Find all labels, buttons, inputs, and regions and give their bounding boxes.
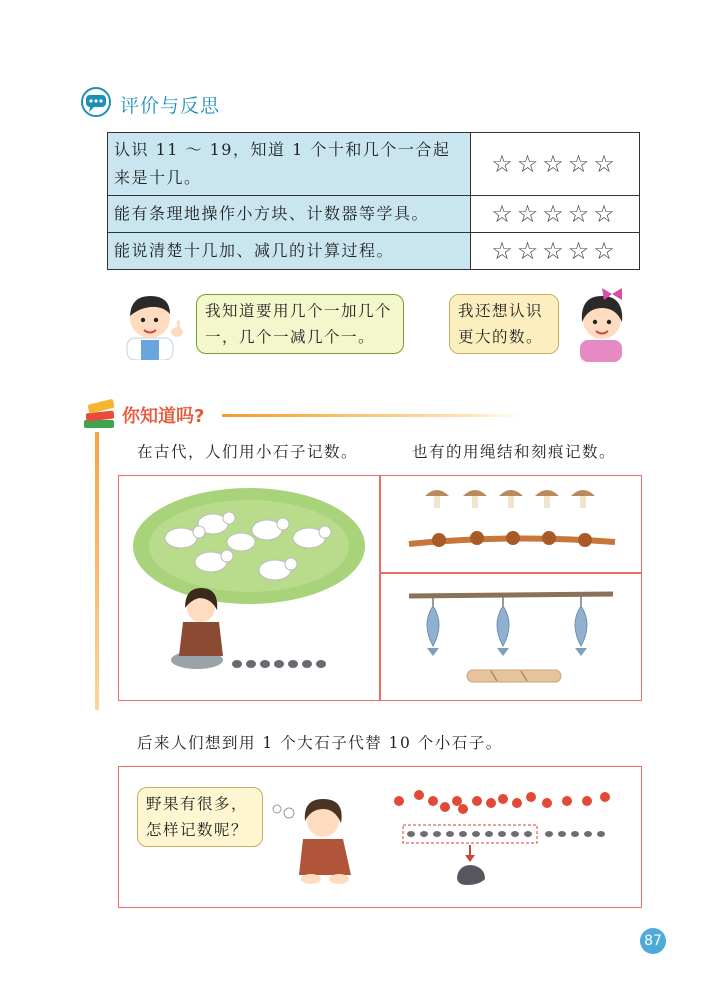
caption-left: 在古代，人们用小石子记数。 [137, 443, 359, 461]
left-accent-bar [95, 432, 99, 710]
star-rating[interactable]: ☆☆☆☆☆ [471, 196, 640, 233]
did-you-know-title: 你知道吗? [122, 406, 205, 427]
boy-illustration [115, 288, 195, 364]
boy-speech-bubble: 我知道要用几个一加几个一，几个一减几个一。 [196, 294, 404, 354]
title-underline [222, 414, 522, 417]
star-rating[interactable]: ☆☆☆☆☆ [471, 133, 640, 196]
table-row [108, 196, 640, 233]
table-row [108, 133, 640, 196]
star-rating[interactable]: ☆☆☆☆☆ [471, 233, 640, 270]
thought-bubble: 野果有很多，怎样记数呢？ [137, 787, 263, 847]
criterion-cell: 能有条理地操作小方块、计数器等学具。 [108, 196, 471, 233]
table-row [108, 233, 640, 270]
big-stone-frame [118, 766, 642, 908]
fish-tally-illustration [381, 574, 641, 704]
evaluation-header [80, 88, 220, 120]
berries-stones-illustration [391, 785, 621, 899]
caption-bottom: 后来人们想到用 1 个大石子代替 10 个小石子。 [137, 734, 503, 752]
girl-speech-bubble: 我还想认识更大的数。 [449, 294, 559, 354]
girl-illustration [566, 286, 638, 366]
caveman-illustration [259, 779, 369, 893]
chat-bubble-icon [80, 87, 112, 121]
rope-knot-illustration [381, 476, 641, 576]
books-icon [80, 394, 120, 438]
criterion-cell: 认识 11 ～ 19，知道 1 个十和几个一合起来是十几。 [108, 133, 471, 196]
caption-right: 也有的用绳结和刻痕记数。 [412, 443, 617, 461]
ancient-counting-frame [118, 475, 642, 701]
page-number-badge: 87 [640, 928, 666, 954]
criterion-cell: 能说清楚十几加、减几的计算过程。 [108, 233, 471, 270]
sheep-pebble-illustration [119, 476, 379, 704]
evaluation-title: 评价与反思 [120, 94, 221, 117]
evaluation-table [107, 132, 640, 270]
